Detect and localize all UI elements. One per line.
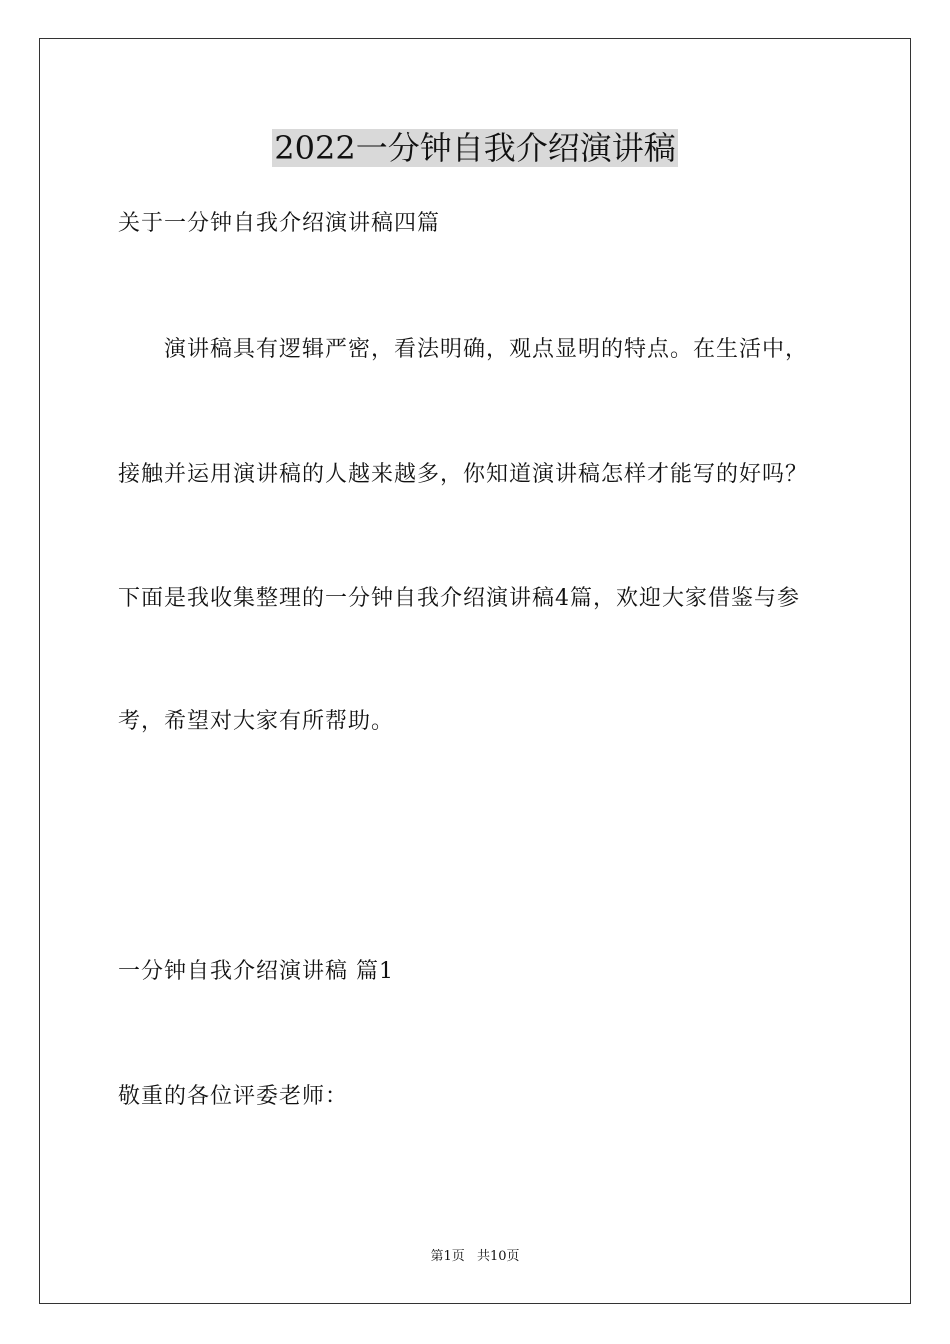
document-title	[0, 126, 950, 170]
intro-line-2: 接触并运用演讲稿的人越来越多，你知道演讲稿怎样才能写的好吗？	[118, 462, 809, 487]
intro-line-3: 下面是我收集整理的一分钟自我介绍演讲稿4篇，欢迎大家借鉴与参	[118, 586, 800, 611]
intro-line-1: 演讲稿具有逻辑严密，看法明确，观点显明的特点。在生活中，	[164, 337, 809, 362]
page-number: 第1页	[430, 1249, 465, 1264]
page-total: 共10页	[476, 1249, 520, 1264]
intro-line-4: 考，希望对大家有所帮助。	[118, 709, 395, 734]
section-heading: 一分钟自我介绍演讲稿 篇1	[118, 959, 394, 984]
salutation: 敬重的各位评委老师：	[118, 1084, 349, 1109]
page-footer	[0, 1248, 950, 1266]
document-title-text: 2022一分钟自我介绍演讲稿	[274, 129, 676, 167]
document-subtitle: 关于一分钟自我介绍演讲稿四篇	[118, 211, 441, 236]
